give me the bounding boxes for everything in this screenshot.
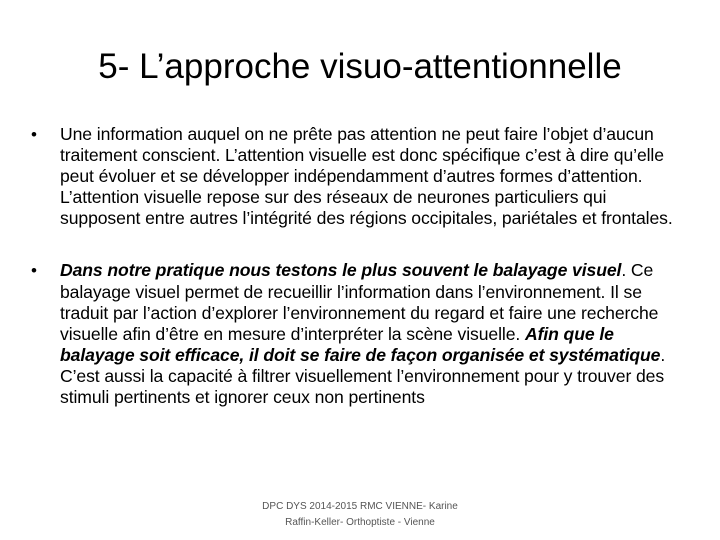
emphasized-text: Dans notre pratique nous testons le plus souvent le balayage visuel — [60, 260, 622, 281]
slide-footer — [210, 499, 510, 531]
bullet-text: . Ce balayage visuel permet de recueillir l’information dans l’environnement. Il se traduit par l’action d’explorer l’environnement du regard et faire une recherche visuelle afin d’être en mesure d’interpréter la scène visuelle. — [60, 260, 659, 344]
slide-title: 5- L’approche visuo-attentionnelle — [98, 47, 622, 86]
bullet-item — [31, 124, 685, 229]
bullet-list — [31, 124, 685, 408]
bullet-text: Une information auquel on ne prête pas attention ne peut faire l’objet d’aucun traitement conscient. L’attention visuelle est donc spécifique c’est à dire qu’elle peut évoluer et se développer indépendamment d’autres formes d’attention. L’attention visuelle repose sur des réseaux de neurones particuliers qui supposent entre autres l’intégrité des régions occipitales, pariétales et frontales. — [60, 124, 673, 229]
emphasized-text: Afin que le balayage soit efficace, il doit se faire de façon organisée et systématique — [60, 323, 661, 365]
bullet-marker: • — [31, 261, 37, 281]
bullet-item — [31, 260, 685, 408]
footer-line: Raffin-Keller- Orthoptiste - Vienne — [285, 517, 435, 528]
bullet-marker: • — [31, 125, 37, 144]
footer-line: DPC DYS 2014-2015 RMC VIENNE- Karine — [262, 501, 458, 512]
bullet-text: . C’est aussi la capacité à filtrer visuellement l’environnement pour y trouver des stimuli pertinents et ignorer ceux non pertinents — [60, 344, 666, 408]
